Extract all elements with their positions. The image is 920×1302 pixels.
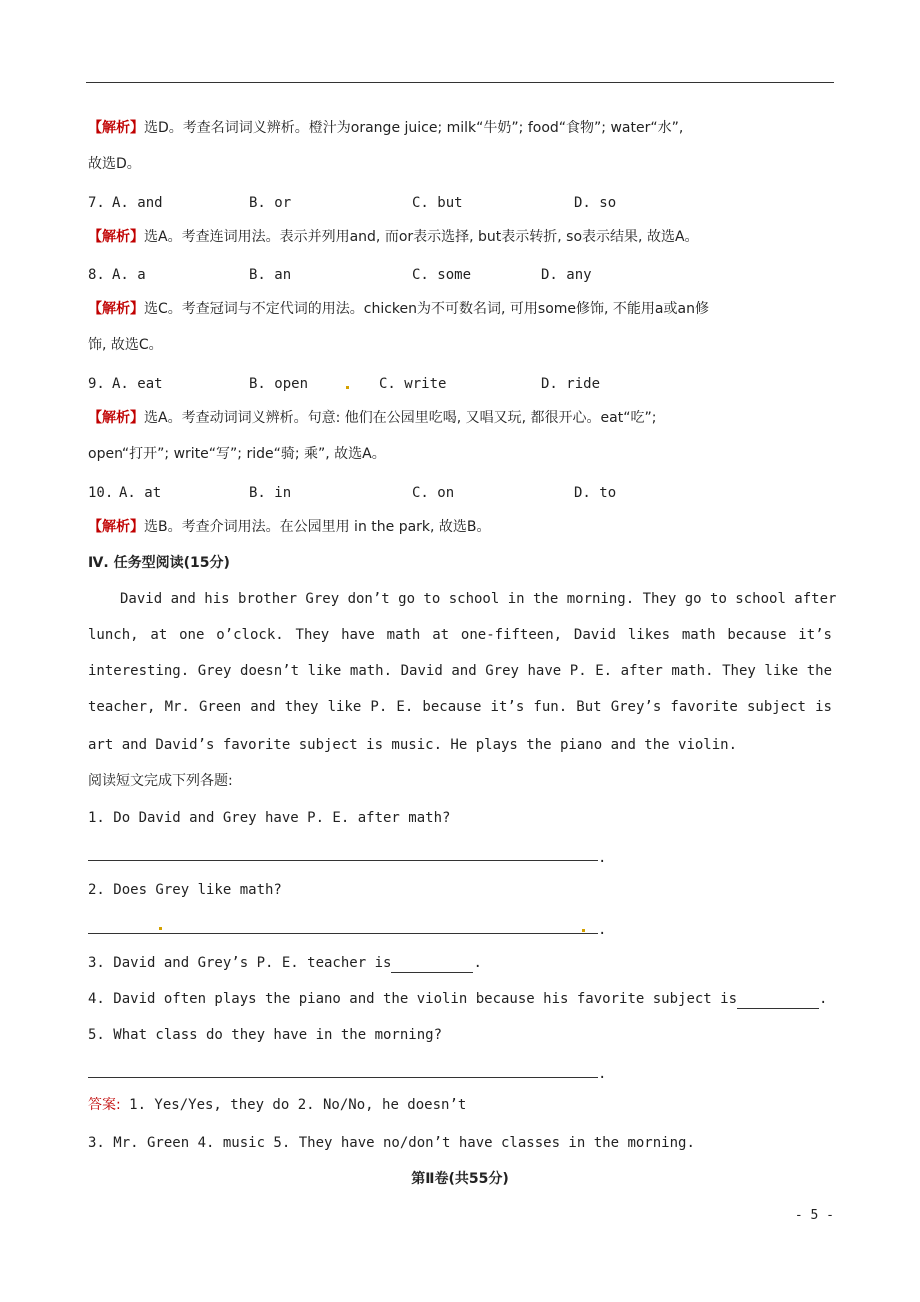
explanation-tag: 【解析】 — [88, 229, 144, 245]
q10-explanation — [88, 517, 491, 537]
q7-options-row — [88, 193, 828, 213]
answer-line-1-row — [88, 1095, 466, 1115]
question-4: 4. David often plays the piano and the violin because his favorite subject is — [88, 991, 738, 1007]
explanation-tag: 【解析】 — [88, 519, 144, 535]
q8-explanation-line1 — [88, 299, 709, 319]
reading-instruction: 阅读短文完成下列各题: — [88, 773, 233, 789]
q8-option-b: B. an — [249, 267, 292, 283]
answer-line-2[interactable] — [88, 933, 598, 934]
q10-option-a: A. at — [119, 485, 162, 501]
question-5: 5. What class do they have in the morning? — [88, 1027, 443, 1043]
answer-label: 答案: — [88, 1097, 121, 1113]
q10-explanation-text: 选B。考查介词用法。在公园里用 in the park, 故选B。 — [144, 519, 491, 535]
question-3-row: 3. David and Grey’s P. E. teacher is . — [88, 955, 482, 971]
q8-option-c: C. some — [412, 267, 472, 283]
q10-option-b: B. in — [249, 485, 292, 501]
answer-line-1[interactable] — [88, 860, 598, 861]
q9-option-c: C. write — [379, 376, 447, 392]
q9-explanation-line1 — [88, 408, 656, 428]
explanation-tag: 【解析】 — [88, 410, 144, 426]
q8-option-d: D. any — [541, 267, 592, 283]
q10-option-d: D. to — [574, 485, 617, 501]
q6-explanation-line2: 故选D。 — [88, 156, 141, 172]
period: . — [598, 922, 607, 938]
question-2: 2. Does Grey like math? — [88, 882, 282, 898]
passage-line-4: teacher, Mr. Green and they like P. E. because it’s fun. But Grey’s favorite subject is — [88, 699, 832, 715]
q7-explanation — [88, 227, 699, 247]
q8-explanation-line2: 饰, 故选C。 — [88, 337, 163, 353]
header-rule — [86, 82, 834, 83]
answers-part1: 1. Yes/Yes, they do 2. No/No, he doesn’t — [120, 1097, 467, 1113]
q9-explanation-line2: open“打开”; write“写”; ride“骑; 乘”, 故选A。 — [88, 446, 386, 462]
passage-line-3: interesting. Grey doesn’t like math. David and Grey have P. E. after math. They like the — [88, 663, 832, 679]
q10-options-row — [88, 483, 828, 503]
q8-number: 8. — [88, 267, 105, 283]
q9-number: 9. — [88, 376, 105, 392]
q7-option-b: B. or — [249, 195, 292, 211]
q7-number: 7. — [88, 195, 105, 211]
q9-options-row — [88, 374, 828, 394]
q8-explanation-text: 选C。考查冠词与不定代词的用法。chicken为不可数名词, 可用some修饰, 不能用a或an修 — [144, 301, 709, 317]
q6-explanation-line1 — [88, 118, 683, 138]
answers-part2: 3. Mr. Green 4. music 5. They have no/don’t have classes in the morning. — [88, 1135, 695, 1151]
scan-mark — [346, 386, 349, 389]
answer-line-5[interactable] — [88, 1077, 598, 1078]
section-heading: Ⅳ. 任务型阅读(15分) — [88, 555, 230, 571]
part2-title: 第Ⅱ卷(共55分) — [411, 1171, 509, 1187]
page-number: - 5 - — [794, 1208, 834, 1223]
q9-option-d: D. ride — [541, 376, 601, 392]
q9-explanation-text: 选A。考查动词词义辨析。句意: 他们在公园里吃喝, 又唱又玩, 都很开心。eat“吃”; — [144, 410, 657, 426]
period: . — [598, 850, 607, 866]
q8-option-a: A. a — [112, 267, 146, 283]
passage-line-5: art and David’s favorite subject is music. He plays the piano and the violin. — [88, 737, 738, 753]
question-1: 1. Do David and Grey have P. E. after math? — [88, 810, 451, 826]
q9-option-b: B. open — [249, 376, 309, 392]
question-3: 3. David and Grey’s P. E. teacher is — [88, 955, 392, 971]
scan-mark — [159, 927, 162, 930]
answer-blank-4[interactable] — [737, 994, 819, 1009]
answer-blank-3[interactable] — [391, 958, 473, 973]
question-4-row: 4. David often plays the piano and the violin because his favorite subject is . — [88, 991, 828, 1007]
scan-mark — [582, 929, 585, 932]
explanation-tag: 【解析】 — [88, 301, 144, 317]
period: . — [598, 1066, 607, 1082]
passage-line-1: David and his brother Grey don’t go to school in the morning. They go to school after — [120, 591, 837, 607]
q7-option-c: C. but — [412, 195, 463, 211]
passage-line-2: lunch, at one o’clock. They have math at one-fifteen, David likes math because it’s — [88, 627, 832, 643]
q7-option-d: D. so — [574, 195, 617, 211]
q10-number: 10. — [88, 485, 114, 501]
q7-explanation-text: 选A。考查连词用法。表示并列用and, 而or表示选择, but表示转折, so表示结果, 故选A。 — [144, 229, 699, 245]
q8-options-row — [88, 265, 828, 285]
explanation-tag: 【解析】 — [88, 120, 144, 136]
q6-explanation-text: 选D。考查名词词义辨析。橙汁为orange juice; milk“牛奶”; food“食物”; water“水”, — [144, 120, 684, 136]
q10-option-c: C. on — [412, 485, 455, 501]
q7-option-a: A. and — [112, 195, 163, 211]
q9-option-a: A. eat — [112, 376, 163, 392]
